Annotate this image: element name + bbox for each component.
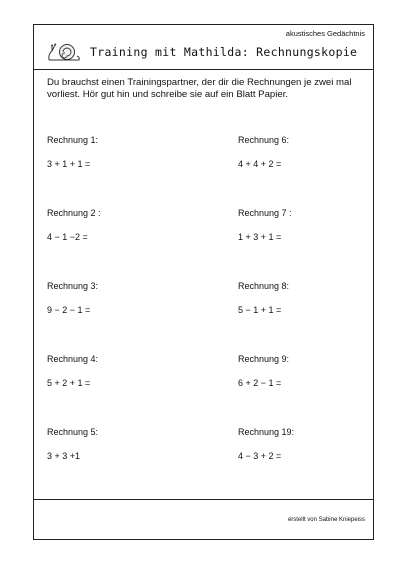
title-row	[46, 40, 366, 66]
exercise-label: Rechnung 8:	[238, 281, 290, 291]
exercise-label: Rechnung 6:	[238, 135, 290, 145]
exercise-expression: 5 + 2 + 1 =	[47, 378, 91, 388]
exercise-expression: 4 − 3 + 2 =	[238, 451, 282, 461]
snail-icon	[46, 40, 82, 64]
exercise-6	[238, 135, 388, 169]
exercise-label: Rechnung 9:	[238, 354, 290, 364]
exercise-expression: 5 − 1 + 1 =	[238, 305, 282, 315]
exercise-expression: 6 + 2 − 1 =	[238, 378, 282, 388]
footer-divider	[34, 499, 373, 500]
exercise-label: Rechnung 5:	[47, 427, 99, 437]
exercise-3	[47, 281, 197, 315]
exercise-expression: 9 − 2 − 1 =	[47, 305, 91, 315]
exercise-expression: 3 + 1 + 1 =	[47, 159, 91, 169]
worksheet-page	[33, 24, 374, 540]
exercise-4	[47, 354, 197, 388]
exercise-label: Rechnung 19:	[238, 427, 295, 437]
exercise-1	[47, 135, 197, 169]
exercise-expression: 1 + 3 + 1 =	[238, 232, 282, 242]
exercise-8	[238, 281, 388, 315]
exercise-label: Rechnung 3:	[47, 281, 99, 291]
exercise-label: Rechnung 2 :	[47, 208, 101, 218]
instructions-text: Du brauchst einen Trainingspartner, der dir die Rechnungen je zwei mal vorliest. Hör gut hin und schreibe sie auf ein Blatt Papier.	[47, 77, 352, 100]
exercise-expression: 3 + 3 +1	[47, 451, 81, 461]
exercise-5	[47, 427, 197, 461]
exercise-label: Rechnung 1:	[47, 135, 99, 145]
page-title: Training mit Mathilda: Rechnungskopie	[90, 45, 358, 59]
exercise-10	[238, 427, 388, 461]
category-label: akustisches Gedächtnis	[285, 29, 365, 38]
header-divider	[34, 69, 373, 70]
exercise-label: Rechnung 4:	[47, 354, 99, 364]
author-credit: erstellt von Sabine Kniepeiss	[287, 517, 365, 523]
exercise-9	[238, 354, 388, 388]
exercise-expression: 4 − 1 −2 =	[47, 232, 88, 242]
exercise-label: Rechnung 7 :	[238, 208, 292, 218]
exercise-expression: 4 + 4 + 2 =	[238, 159, 282, 169]
exercise-7	[238, 208, 388, 242]
exercise-2	[47, 208, 197, 242]
